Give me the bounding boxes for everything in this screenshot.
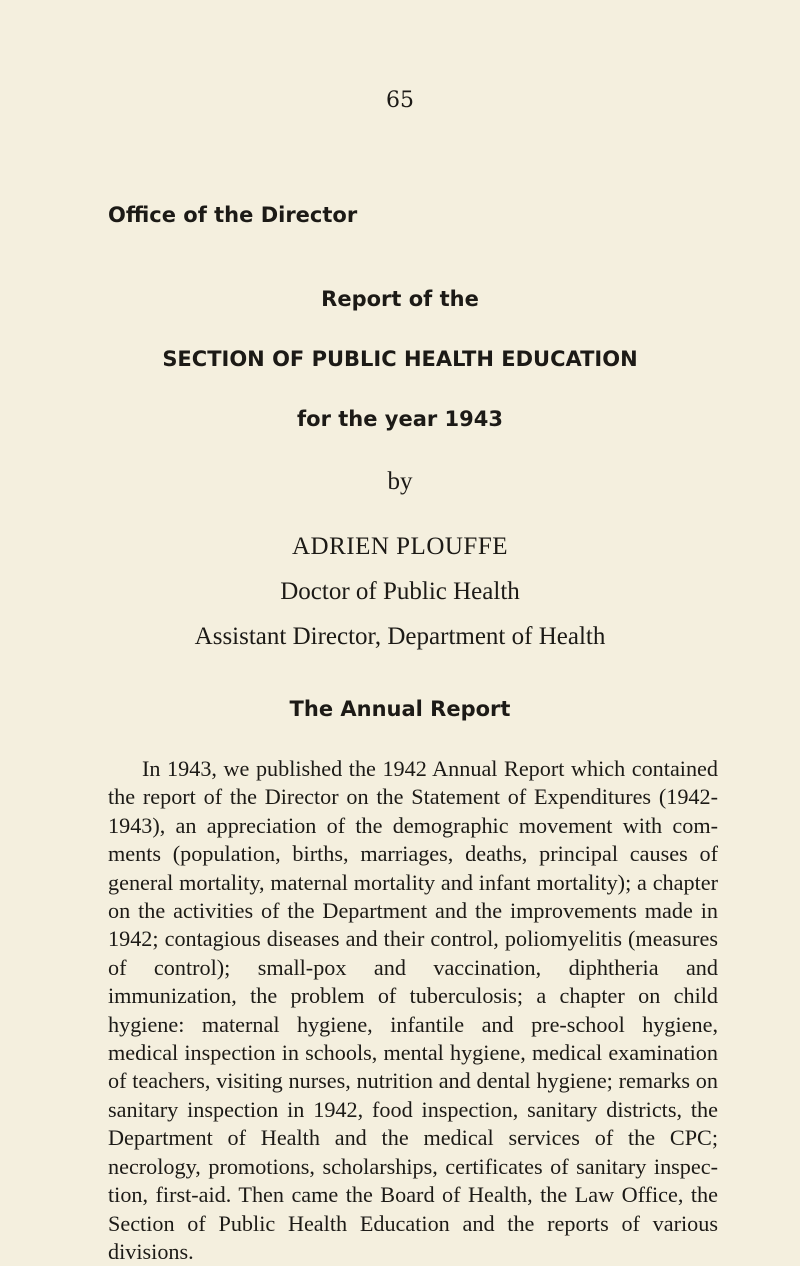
office-heading: Office of the Director [108, 203, 358, 227]
page-number: 65 [386, 88, 414, 113]
annual-report-heading: The Annual Report [289, 697, 511, 721]
by-line: by [387, 468, 413, 495]
author-degree: Doctor of Public Health [280, 578, 520, 605]
author-name: ADRIEN PLOUFFE [291, 533, 509, 560]
report-of-the: Report of the [321, 287, 479, 311]
section-title: SECTION OF PUBLIC HEALTH EDUCATION [162, 347, 638, 371]
author-position: Assistant Director, Department of Health [194, 623, 606, 650]
report-year: for the year 1943 [297, 407, 503, 431]
annual-report-paragraph: In 1943, we published the 1942 Annual Report which contained the report of the Director on the Statement of Expenditures (1942-1943), an appreciation of the demographic movement with comments (population, births, marriages, deaths, principal causes of general mortality, maternal mortality and infant mortality); a chapter on the activities of the Department and the improvements made in 1942; contagious diseases and their control, poliomyelitis (measures of control); small-pox and vaccination, diphtheria and immunization, the problem of tuberculosis; a chapter on child hygiene: maternal hygiene, infantile and pre-school hygiene, medical inspection in schools, mental hygiene, medical examination of teachers, visiting nurses, nutrition and dental hygiene; remarks on sanitary inspection in 1942, food inspection, sanitary districts, the Department of Health and the medical services of the CPC; necrology, promotions, scholarships, certificates of sanitary inspection, first-aid. Then came the Board of Health, the Law Office, the Section of Public Health Education and the reports of various divisions. [108, 756, 718, 1264]
